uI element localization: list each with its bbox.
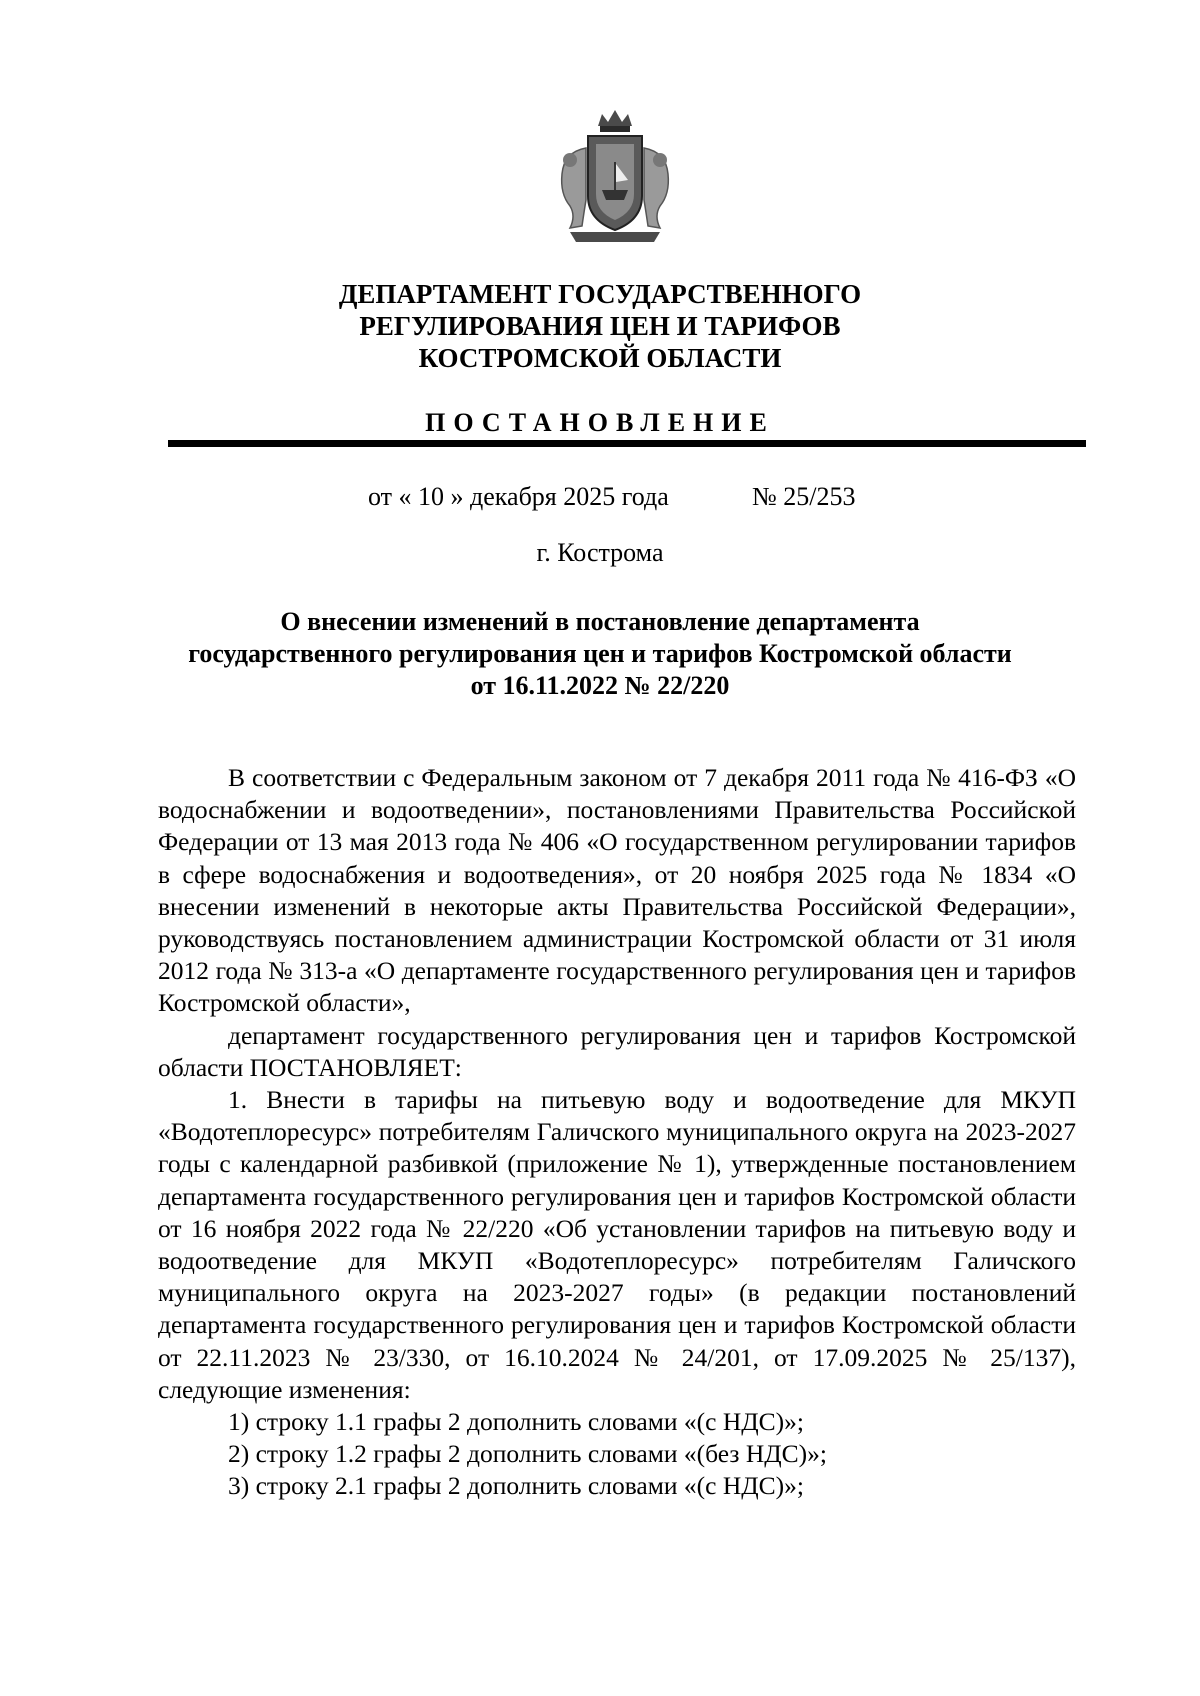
subject-line3: от 16.11.2022 № 22/220	[470, 671, 730, 700]
header-divider	[168, 440, 1086, 447]
amendment-item-1: 1) строку 1.1 графы 2 дополнить словами «(с НДС)»;	[228, 1407, 804, 1437]
organization-name-line3: КОСТРОМСКОЙ ОБЛАСТИ	[418, 343, 782, 373]
body-paragraph-item-1: 1. Внести в тарифы на питьевую воду и водоотведение для МКУП «Водотеплоресурс» потребителям Галичского муниципального округа на 2023-2027 годы с календарной разбивкой (приложение № 1), утвержденные постановлением департамента государственного регулирования цен и тарифов Костромской области от 16 ноября 2022 года № 22/220 «Об установлении тарифов на питьевую воду и водоотведение для МКУП «Водотеплоресурс» потребителям Галичского муниципального округа на 2023-2027 годы» (в редакции постановлений департамента государственного регулирования цен и тарифов Костромской области от 22.11.2023 № 23/330, от 16.10.2024 № 24/201, от 17.09.2025 № 25/137), следующие изменения:	[158, 1085, 1076, 1404]
amendment-item-2: 2) строку 1.2 графы 2 дополнить словами «(без НДС)»;	[228, 1439, 828, 1469]
subject-line1: О внесении изменений в постановление департамента	[280, 607, 920, 636]
document-subject	[0, 606, 1200, 702]
organization-name	[0, 278, 1200, 374]
body-paragraph-basis: В соответствии с Федеральным законом от 7 декабря 2011 года № 416-ФЗ «О водоснабжении и водоотведении», постановлениями Правительства Российской Федерации от 13 мая 2013 года № 406 «О государственном регулировании тарифов в сфере водоснабжения и водоотведения», от 20 ноября 2025 года № 1834 «О внесении изменений в некоторые акты Правительства Российской Федерации», руководствуясь постановлением администрации Костромской области от 31 июля 2012 года № 313-а «О департаменте государственного регулирования цен и тарифов Костромской области»,	[158, 763, 1076, 1018]
amendment-item-3: 3) строку 2.1 графы 2 дополнить словами «(с НДС)»;	[228, 1471, 804, 1501]
body-paragraph-resolves: департамент государственного регулирования цен и тарифов Костромской области ПОСТАНОВЛЯЕТ:	[158, 1020, 1076, 1082]
kostroma-oblast-coat-of-arms-icon	[540, 108, 690, 248]
document-number: № 25/253	[752, 482, 856, 511]
subject-line2: государственного регулирования цен и тарифов Костромской области	[188, 639, 1012, 668]
document-type-heading: ПОСТАНОВЛЕНИЕ	[425, 408, 775, 437]
document-body	[158, 762, 1076, 1503]
organization-name-line1: ДЕПАРТАМЕНТ ГОСУДАРСТВЕННОГО	[338, 279, 862, 309]
document-date: от « 10 » декабря 2025 года	[368, 482, 669, 511]
document-city: г. Кострома	[536, 538, 664, 567]
organization-name-line2: РЕГУЛИРОВАНИЯ ЦЕН И ТАРИФОВ	[359, 311, 841, 341]
